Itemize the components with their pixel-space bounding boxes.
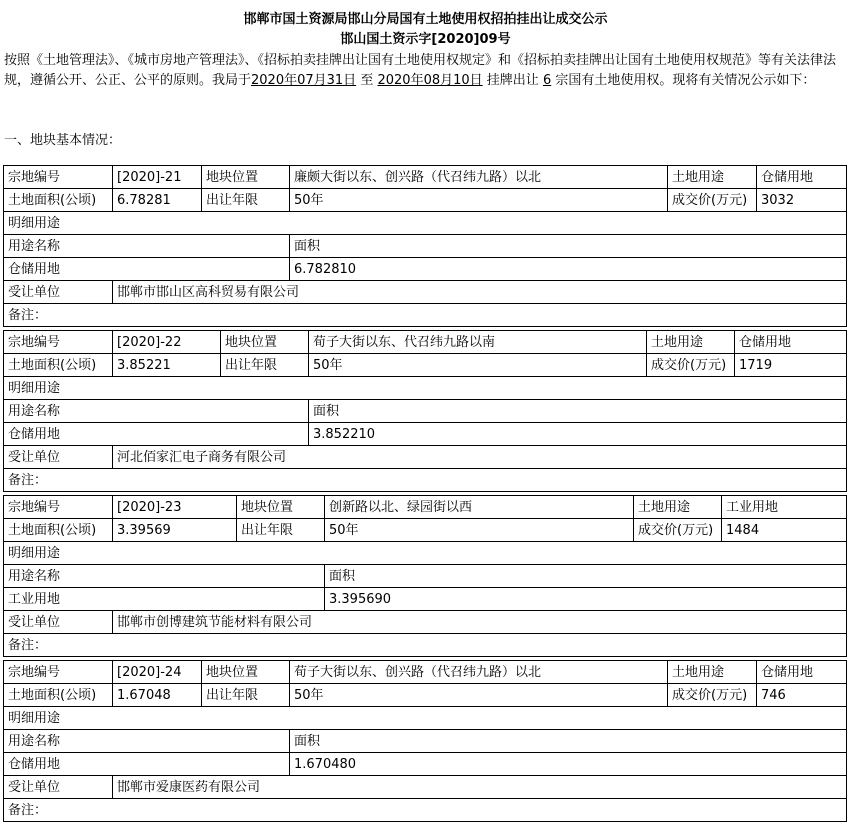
buyer-label: 受让单位 [4,281,113,304]
parcel-no-value: [2020]-23 [113,496,237,519]
table-row [4,304,847,327]
parcel-table [3,165,847,327]
location-label: 地块位置 [202,661,290,684]
table-row [4,281,847,304]
table-row [4,189,847,212]
table-row [4,166,847,189]
area-label: 土地面积(公顷) [4,354,113,377]
location-label: 地块位置 [202,166,290,189]
term-value: 50年 [309,354,647,377]
term-label: 出让年限 [221,354,309,377]
detail-use-label: 明细用途 [4,542,847,565]
detail-area-value: 1.670480 [290,753,847,776]
use-name-header: 用途名称 [4,400,309,423]
detail-use-label: 明细用途 [4,212,847,235]
parcel-table [3,660,847,822]
area-header: 面积 [309,400,847,423]
table-row [4,446,847,469]
land-use-label: 土地用途 [634,496,722,519]
buyer-label: 受让单位 [4,446,113,469]
area-label: 土地面积(公顷) [4,189,113,212]
price-label: 成交价(万元) [634,519,722,542]
detail-area-value: 6.782810 [290,258,847,281]
land-use-label: 土地用途 [668,166,757,189]
area-header: 面积 [290,730,847,753]
price-label: 成交价(万元) [668,684,757,707]
location-label: 地块位置 [237,496,325,519]
detail-use-value: 工业用地 [4,588,325,611]
table-row [4,496,847,519]
price-value: 1484 [722,519,847,542]
table-row [4,776,847,799]
end-date: 2020年08月10日 [377,73,483,88]
term-label: 出让年限 [202,189,290,212]
area-label: 土地面积(公顷) [4,684,113,707]
table-row [4,753,847,776]
parcel-no-value: [2020]-21 [113,166,202,189]
section-title: 一、地块基本情况： [4,133,122,148]
table-row [4,799,847,822]
buyer-label: 受让单位 [4,776,113,799]
land-use-label: 土地用途 [668,661,757,684]
use-name-header: 用途名称 [4,730,290,753]
intro-paragraph [4,51,847,91]
parcel-no-label: 宗地编号 [4,661,113,684]
term-value: 50年 [290,684,668,707]
table-row [4,354,847,377]
area-value: 6.78281 [113,189,202,212]
table-row [4,565,847,588]
buyer-value: 邯郸市邯山区高科贸易有限公司 [113,281,847,304]
parcel-table [3,495,847,657]
price-label: 成交价(万元) [668,189,757,212]
detail-area-value: 3.852210 [309,423,847,446]
parcel-no-label: 宗地编号 [4,166,113,189]
land-use-label: 土地用途 [647,331,735,354]
table-row [4,469,847,492]
price-value: 3032 [757,189,847,212]
table-row [4,684,847,707]
table-row [4,258,847,281]
start-date: 2020年07月31日 [251,73,357,88]
remark-label: 备注： [4,304,847,327]
location-value: 荀子大街以东、代召纬九路以南 [309,331,647,354]
term-label: 出让年限 [202,684,290,707]
use-name-header: 用途名称 [4,235,290,258]
land-use-value: 仓储用地 [735,331,847,354]
area-header: 面积 [325,565,847,588]
term-label: 出让年限 [237,519,325,542]
area-value: 3.39569 [113,519,237,542]
remark-label: 备注： [4,799,847,822]
table-row [4,423,847,446]
intro-text-4: 宗国有土地使用权。现将有关情况公示如下： [555,73,816,88]
detail-use-value: 仓储用地 [4,258,290,281]
area-value: 3.85221 [113,354,221,377]
buyer-value: 邯郸市创博建筑节能材料有限公司 [113,611,847,634]
land-use-value: 仓储用地 [757,166,847,189]
buyer-label: 受让单位 [4,611,113,634]
remark-label: 备注： [4,469,847,492]
land-use-value: 仓储用地 [757,661,847,684]
area-label: 土地面积(公顷) [4,519,113,542]
detail-use-value: 仓储用地 [4,423,309,446]
parcel-no-label: 宗地编号 [4,496,113,519]
buyer-value: 邯郸市爱康医药有限公司 [113,776,847,799]
buyer-value: 河北佰家汇电子商务有限公司 [113,446,847,469]
table-row [4,730,847,753]
land-use-value: 工业用地 [722,496,847,519]
table-row [4,707,847,730]
use-name-header: 用途名称 [4,565,325,588]
detail-use-label: 明细用途 [4,377,847,400]
table-row [4,611,847,634]
table-row [4,634,847,657]
parcel-no-value: [2020]-22 [113,331,221,354]
intro-text-1: 按照《土地管理法》、《城市房地产管理法》、《招标拍卖挂牌出让国有土地使用权规定》和《招标拍卖挂牌出让国有土地使用权规范》等有关法律法规，遵循公开、公正、公平的原则。我局于 [4,53,837,88]
detail-area-value: 3.395690 [325,588,847,611]
table-row [4,400,847,423]
table-row [4,588,847,611]
location-label: 地块位置 [221,331,309,354]
table-row [4,542,847,565]
table-row [4,212,847,235]
remark-label: 备注： [4,634,847,657]
parcel-count: 6 [542,73,552,88]
page-title: 邯郸市国土资源局邯山分局国有土地使用权招拍挂出让成交公示 [243,12,608,27]
document-number: 邯山国土资示字[2020]09号 [340,32,511,47]
parcel-no-label: 宗地编号 [4,331,113,354]
area-value: 1.67048 [113,684,202,707]
price-value: 746 [757,684,847,707]
parcel-no-value: [2020]-24 [113,661,202,684]
table-row [4,331,847,354]
location-value: 创新路以北、绿园街以西 [325,496,634,519]
table-row [4,661,847,684]
table-row [4,519,847,542]
price-label: 成交价(万元) [647,354,735,377]
term-value: 50年 [325,519,634,542]
intro-text-2: 至 [360,73,374,88]
area-header: 面积 [290,235,847,258]
location-value: 荀子大街以东、创兴路（代召纬九路）以北 [290,661,668,684]
intro-text-3: 挂牌出让 [486,73,539,88]
table-row [4,377,847,400]
price-value: 1719 [735,354,847,377]
detail-use-value: 仓储用地 [4,753,290,776]
detail-use-label: 明细用途 [4,707,847,730]
table-row [4,235,847,258]
location-value: 廉颇大街以东、创兴路（代召纬九路）以北 [290,166,668,189]
term-value: 50年 [290,189,668,212]
parcel-table [3,330,847,492]
